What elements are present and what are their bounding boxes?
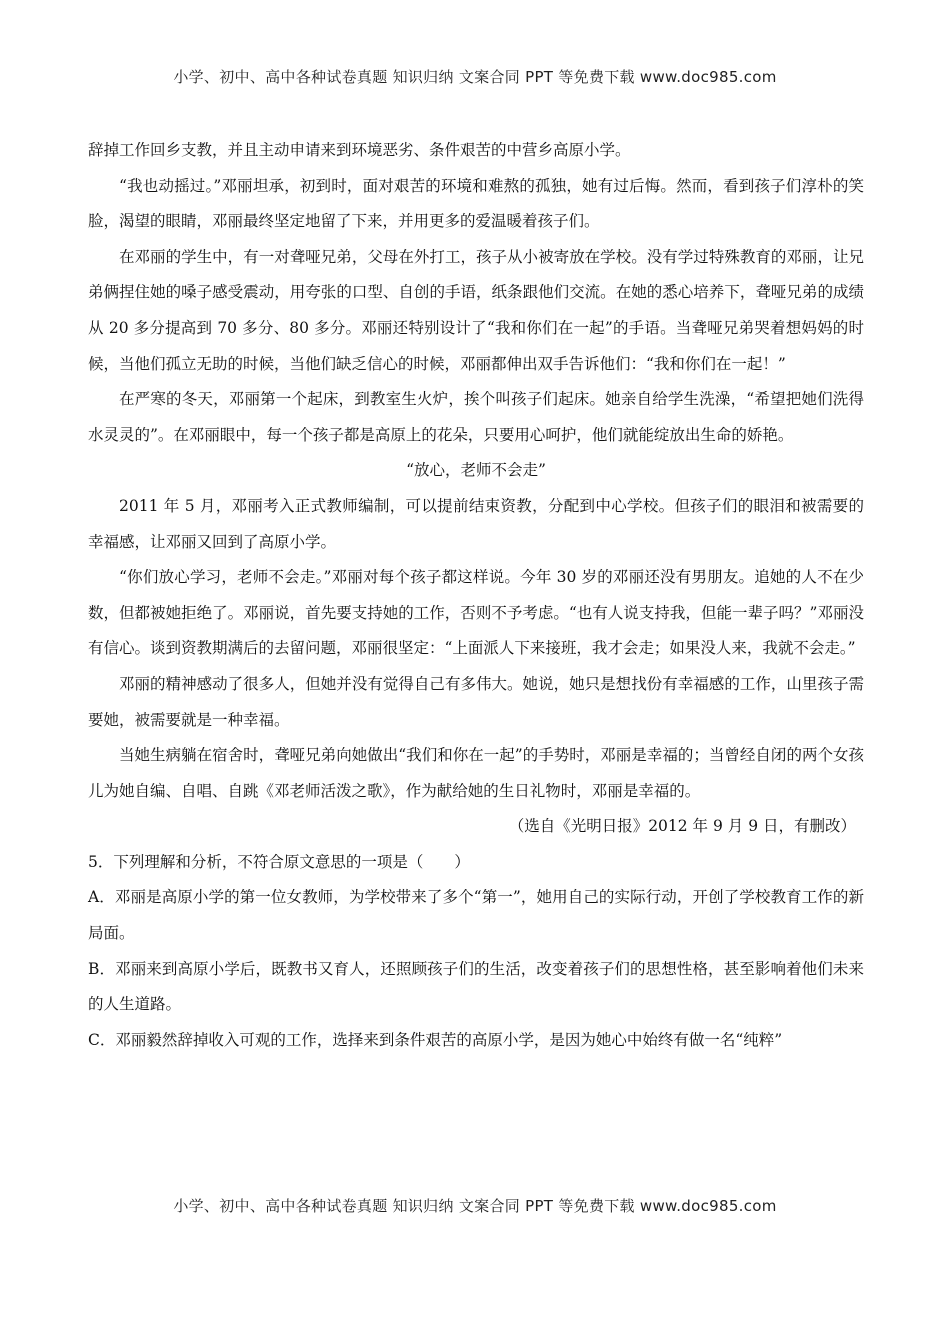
option-c: C．邓丽毅然辞掉收入可观的工作，选择来到条件艰苦的高原小学，是因为她心中始终有做一名“纯粹” (88, 1030, 783, 1049)
document-body (88, 133, 864, 1058)
option-b: B．邓丽来到高原小学后，既教书又育人，还照顾孩子们的生活，改变着孩子们的思想性格，甚至影响着他们未来的人生道路。 (88, 959, 864, 1014)
section-subtitle: “放心，老师不会走” (406, 461, 546, 480)
paragraph-4: 在严寒的冬天，邓丽第一个起床，到教室生火炉，挨个叫孩子们起床。她亲自给学生洗澡，“希望把她们洗得水灵灵的”。在邓丽眼中，每一个孩子都是高原上的花朵，只要用心呵护，他们就能绽放出生命的娇艳。 (88, 390, 864, 444)
paragraph-2: “我也动摇过。”邓丽坦承，初到时，面对艰苦的环境和难熬的孤独，她有过后悔。然而，看到孩子们淳朴的笑脸，渴望的眼睛，邓丽最终坚定地留了下来，并用更多的爱温暖着孩子们。 (88, 176, 864, 231)
paragraph-3: 在邓丽的学生中，有一对聋哑兄弟，父母在外打工，孩子从小被寄放在学校。没有学过特殊教育的邓丽，让兄弟俩捏住她的嗓子感受震动，用夸张的口型、自创的手语，纸条跟他们交流。在她的悉心培养下，聋哑兄弟的成绩从 20 多分提高到 70 多分、80 多分。邓丽还特别设计了“我和你们在一起”的手语。当聋哑兄弟哭着想妈妈的时候，当他们孤立无助的时候，当他们缺乏信心的时候，邓丽都伸出双手告诉他们：“我和你们在一起！” (88, 247, 864, 373)
paragraph-8: 当她生病躺在宿舍时，聋哑兄弟向她做出“我们和你在一起”的手势时，邓丽是幸福的；当曾经自闭的两个女孩儿为她自编、自唱、自跳《邓老师活泼之歌》，作为献给她的生日礼物时，邓丽是幸福的。 (88, 746, 864, 800)
question-stem: 5．下列理解和分析，不符合原文意思的一项是（ ） (88, 852, 470, 871)
paragraph-7: 邓丽的精神感动了很多人，但她并没有觉得自己有多伟大。她说，她只是想找份有幸福感的工作，山里孩子需要她，被需要就是一种幸福。 (88, 674, 864, 729)
source-citation: （选自《光明日报》2012 年 9 月 9 日，有删改） (508, 817, 856, 836)
paragraph-6: “你们放心学习，老师不会走。”邓丽对每个孩子都这样说。今年 30 岁的邓丽还没有男朋友。追她的人不在少数，但都被她拒绝了。邓丽说，首先要支持她的工作，否则不予考虑。“也有人说支持我，但能一辈子吗？”邓丽没有信心。谈到资教期满后的去留问题，邓丽很坚定：“上面派人下来接班，我才会走；如果没人来，我就不会走。” (88, 568, 864, 658)
paragraph-5: 2011 年 5 月，邓丽考入正式教师编制，可以提前结束资教，分配到中心学校。但孩子们的眼泪和被需要的幸福感，让邓丽又回到了高原小学。 (88, 496, 864, 551)
option-a: A．邓丽是高原小学的第一位女教师，为学校带来了多个“第一”，她用自己的实际行动，开创了学校教育工作的新局面。 (88, 888, 864, 943)
paragraph-1: 辞掉工作回乡支教，并且主动申请来到环境恶劣、条件艰苦的中营乡高原小学。 (88, 141, 631, 159)
footer-banner: 小学、初中、高中各种试卷真题 知识归纳 文案合同 PPT 等免费下载 www.doc985.com (173, 1197, 777, 1215)
header-banner: 小学、初中、高中各种试卷真题 知识归纳 文案合同 PPT 等免费下载 www.doc985.com (173, 68, 777, 86)
